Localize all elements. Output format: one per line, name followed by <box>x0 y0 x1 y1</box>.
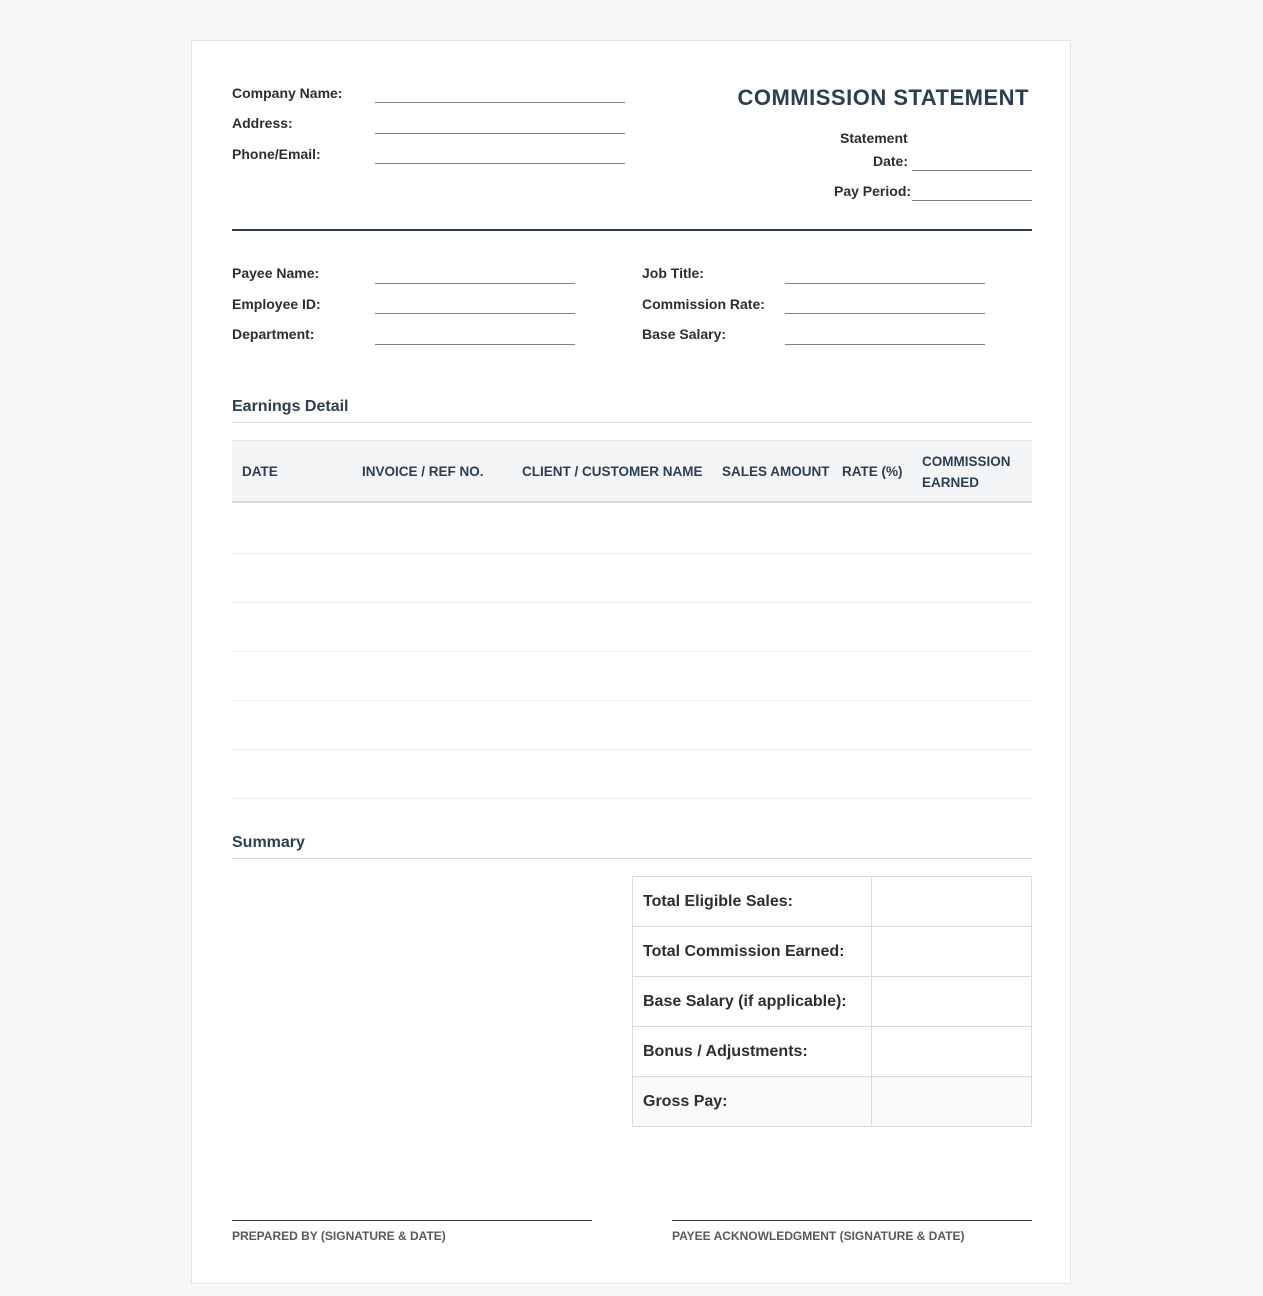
company-name-field[interactable] <box>375 102 625 103</box>
summary-label: Base Salary (if applicable): <box>633 977 872 1027</box>
address-field[interactable] <box>375 133 625 134</box>
summary-row-gross-pay <box>633 1077 1032 1127</box>
column-client-name: CLIENT / CUSTOMER NAME <box>522 464 703 479</box>
department-label: Department: <box>232 326 315 342</box>
payee-name-field[interactable] <box>375 283 575 284</box>
earnings-detail-heading: Earnings Detail <box>232 398 1032 423</box>
summary-value-cell[interactable] <box>872 927 1032 977</box>
base-salary-field[interactable] <box>785 344 985 345</box>
employee-id-field[interactable] <box>375 313 575 314</box>
table-row[interactable] <box>232 602 1032 603</box>
job-title-field[interactable] <box>785 283 985 284</box>
summary-row-total-commission <box>633 927 1032 977</box>
header-divider <box>232 229 1032 231</box>
statement-date-label-line1: Statement <box>840 130 908 146</box>
phone-email-field[interactable] <box>375 163 625 164</box>
commission-rate-field[interactable] <box>785 313 985 314</box>
statement-date-label-line2: Date: <box>873 153 909 169</box>
column-invoice-ref: INVOICE / REF NO. <box>362 464 484 479</box>
payee-acknowledgment-label: PAYEE ACKNOWLEDGMENT (SIGNATURE & DATE) <box>672 1229 965 1243</box>
table-row[interactable] <box>232 553 1032 554</box>
job-title-label: Job Title: <box>642 265 704 281</box>
page-title: COMMISSION STATEMENT <box>737 85 1029 110</box>
summary-label: Bonus / Adjustments: <box>633 1027 872 1077</box>
summary-value-cell[interactable] <box>872 877 1032 927</box>
summary-heading: Summary <box>232 834 1032 859</box>
summary-row-total-eligible-sales <box>633 877 1032 927</box>
payee-name-label: Payee Name: <box>232 265 320 281</box>
company-name-label: Company Name: <box>232 85 343 101</box>
summary-value-cell[interactable] <box>872 977 1032 1027</box>
column-commission-earned <box>922 441 1011 502</box>
prepared-by-signature-line[interactable] <box>232 1220 592 1221</box>
statement-date-field[interactable] <box>912 170 1032 171</box>
summary-label: Total Commission Earned: <box>633 927 872 977</box>
column-commission-earned-line2: EARNED <box>922 474 980 490</box>
summary-label: Total Eligible Sales: <box>633 877 872 927</box>
column-date: DATE <box>242 464 278 479</box>
table-row[interactable] <box>232 798 1032 799</box>
address-label: Address: <box>232 115 293 131</box>
column-commission-earned-line1: COMMISSION <box>922 453 1011 469</box>
table-row[interactable] <box>232 749 1032 750</box>
commission-rate-label: Commission Rate: <box>642 296 765 312</box>
phone-email-label: Phone/Email: <box>232 146 321 162</box>
department-field[interactable] <box>375 344 575 345</box>
employee-id-label: Employee ID: <box>232 296 321 312</box>
pay-period-label: Pay Period: <box>834 183 912 199</box>
base-salary-label: Base Salary: <box>642 326 727 342</box>
summary-value-cell[interactable] <box>872 1077 1032 1127</box>
summary-row-bonus-adjustments <box>633 1027 1032 1077</box>
prepared-by-label: PREPARED BY (SIGNATURE & DATE) <box>232 1229 446 1243</box>
earnings-table-header <box>232 440 1032 503</box>
column-sales-amount: SALES AMOUNT <box>722 464 830 479</box>
summary-label: Gross Pay: <box>633 1077 872 1127</box>
column-rate: RATE (%) <box>842 464 903 479</box>
table-row[interactable] <box>232 700 1032 701</box>
summary-value-cell[interactable] <box>872 1027 1032 1077</box>
summary-row-base-salary <box>633 977 1032 1027</box>
table-row[interactable] <box>232 651 1032 652</box>
payee-signature-line[interactable] <box>672 1220 1032 1221</box>
summary-table <box>632 876 1032 1127</box>
statement-page <box>191 40 1071 1284</box>
pay-period-field[interactable] <box>912 200 1032 201</box>
